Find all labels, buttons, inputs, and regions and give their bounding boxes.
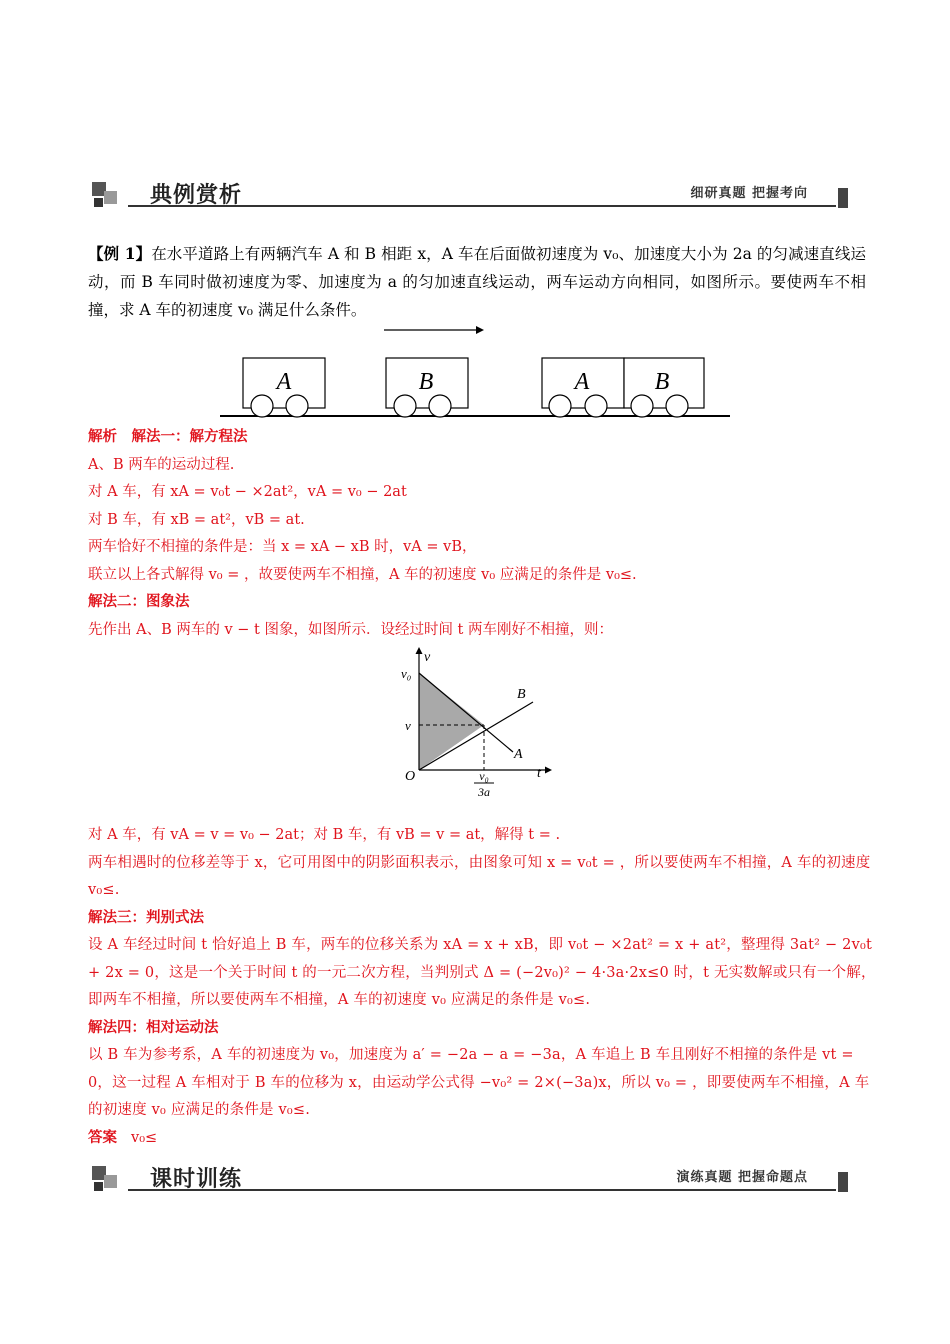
header-square-icon: [94, 198, 103, 207]
section-subtitle: 演练真题 把握命题点: [676, 1170, 808, 1185]
section-header-examples: [88, 178, 850, 214]
car-a-right: [542, 358, 624, 417]
car-label: A: [574, 369, 590, 395]
solution-line: 对 A 车，有 xA = v₀t − ×2at²，vA = v₀ − 2at: [88, 484, 407, 500]
solution-line: 先作出 A、B 两车的 v − t 图象，如图所示．设经过时间 t 两车刚好不相撞，则：: [88, 621, 613, 638]
solution-line: 两车恰好不相撞的条件是：当 x = xA − xB 时，vA = vB，: [88, 539, 477, 555]
section-subtitle: 细研真题 把握考向: [690, 186, 808, 201]
axis-v-label: v: [424, 650, 431, 665]
problem-statement: [88, 240, 866, 324]
answer-value: v₀≤: [131, 1129, 158, 1146]
section-header-practice: [88, 1162, 850, 1198]
solution-paragraph: 两车相遇时的位移差等于 x，它可用图中的阴影面积表示，由图象可知 x = v₀t = ，所以要使两车不相撞，A 车的初速度 v₀≤.: [88, 854, 871, 898]
header-square-icon: [104, 191, 117, 204]
solution-line: 对 B 车，有 xB = at²，vB = at.: [88, 511, 305, 528]
vt-graph: [395, 646, 555, 802]
method-heading: 解法三：判别式法: [88, 909, 204, 926]
line-a-label: A: [514, 747, 523, 762]
car-label: B: [654, 369, 670, 395]
axis-t-label: t: [537, 766, 541, 781]
header-square-icon: [94, 1182, 103, 1191]
origin-label: O: [405, 769, 416, 784]
car-b-right: [624, 358, 704, 417]
problem-tag: 【例 1】: [88, 244, 152, 263]
method-heading: 解法二：图象法: [88, 594, 190, 610]
car-figure: [210, 322, 740, 422]
header-end-bar: [838, 1172, 848, 1192]
car-a-left: [243, 358, 325, 417]
tick-numerator: v₀: [479, 769, 489, 783]
tick-denominator: 3a: [478, 785, 490, 799]
problem-text: 在水平道路上有两辆汽车 A 和 B 相距 x，A 车在后面做初速度为 v₀、加速度大小为 2a 的匀减速直线运动，而 B 车同时做初速度为零、加速度为 a 的匀加速直线运动，两车运动方向相同，如图所示。要使两车不相撞，求 A 车的初速度 v₀ 满足什么条件。: [88, 245, 866, 319]
method-heading: 解法四：相对运动法: [88, 1019, 219, 1036]
solution-line: 联立以上各式解得 v₀ = ，故要使两车不相撞，A 车的初速度 v₀ 应满足的条件是 v₀≤.: [88, 566, 637, 583]
header-square-icon: [104, 1175, 117, 1188]
v0-label: v₀: [401, 666, 412, 681]
line-b-label: B: [517, 687, 526, 702]
solution-paragraph: 设 A 车经过时间 t 恰好追上 B 车，两车的位移关系为 xA = x + xB，即 v₀t − ×2at² = x + at²，整理得 3at² − 2v₀t + 2x = 0，这是一个关于时间 t 的一元二次方程，当判别式 Δ = (−2v₀)² − 4·3a·2x≤0 时，t 无实数解或只有一个解，即两车不相撞，所以要使两车不相撞，A 车的初速度 v₀ 应满足的条件是 v₀≤.: [88, 937, 876, 1008]
car-b-left: [386, 358, 468, 417]
answer-label: 答案: [88, 1129, 117, 1146]
solution-paragraph: 以 B 车为参考系，A 车的初速度为 v₀，加速度为 a′ = −2a − a = −3a，A 车追上 B 车且刚好不相撞的条件是 vt = 0，这一过程 A 车相对于 B 车的位移为 x，由运动学公式得 −v₀² = 2×(−3a)x，所以 v₀ = ，即要使两车不相撞，A 车的初速度 v₀ 应满足的条件是 v₀≤.: [88, 1047, 870, 1118]
car-label: B: [418, 369, 434, 395]
solution-line: 对 A 车，有 vA = v = v₀ − 2at；对 B 车，有 vB = v = at，解得 t = .: [88, 827, 561, 843]
header-end-bar: [838, 188, 848, 208]
section-title: 典例赏析: [150, 183, 243, 208]
method-heading: 解析 解法一：解方程法: [88, 429, 248, 445]
section-title: 课时训练: [150, 1167, 243, 1192]
v-label: v: [405, 718, 411, 733]
car-label: A: [276, 369, 292, 395]
solution-line: A、B 两车的运动过程.: [88, 456, 235, 473]
